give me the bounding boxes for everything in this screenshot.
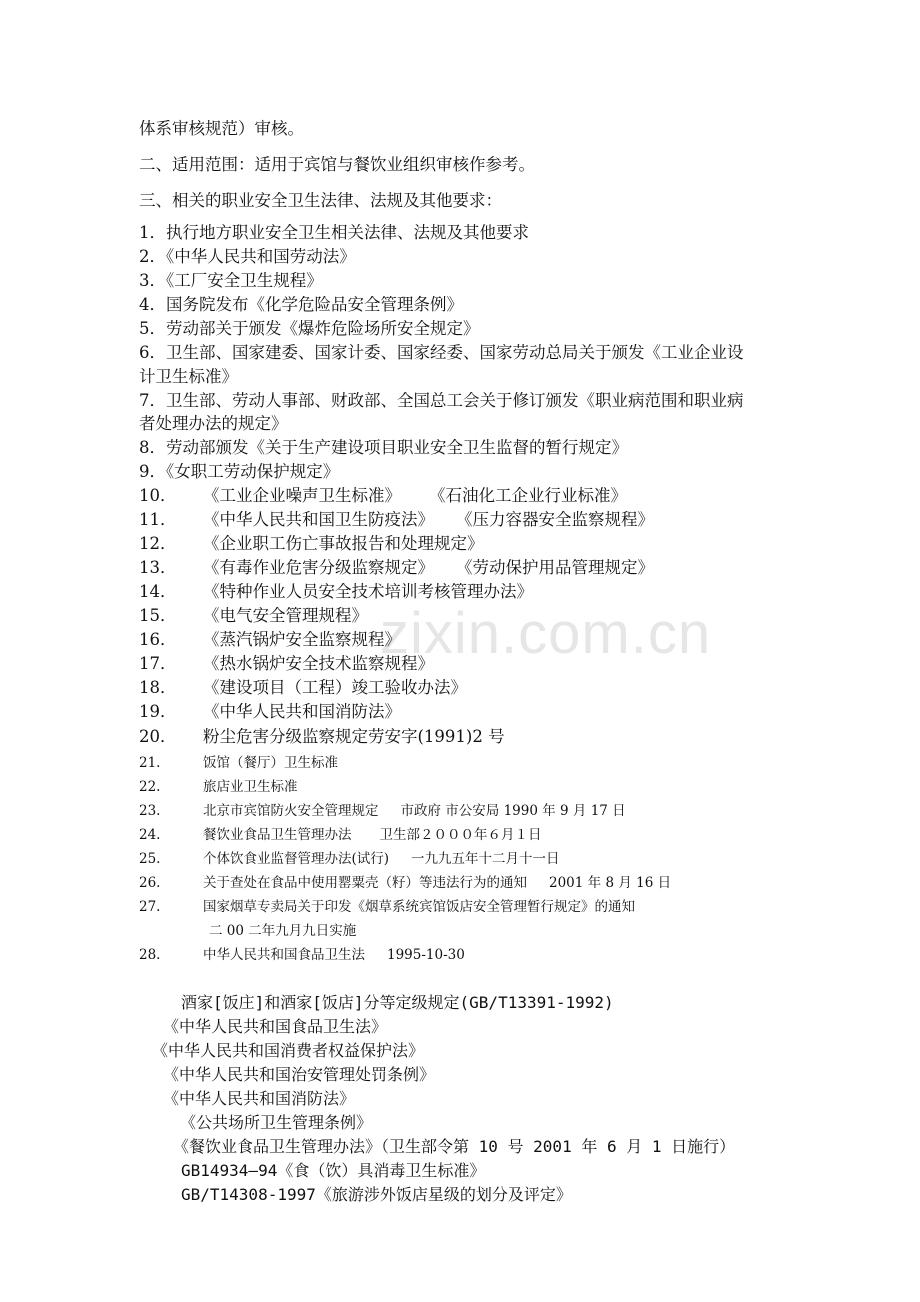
item-text: 《中华人民共和国卫生防疫法》	[203, 510, 434, 529]
list-item	[139, 534, 484, 554]
list-item	[139, 873, 672, 893]
item-number: 4．	[139, 295, 166, 314]
item-number: 8．	[139, 438, 166, 457]
item-number: 7．	[139, 391, 166, 410]
item-text-secondary: 市政府 市公安局 1990 年 9 月 17 日	[400, 803, 626, 819]
item-number: 18．	[139, 678, 177, 697]
item-number: 19．	[139, 702, 177, 721]
list-item	[139, 510, 654, 530]
item-number: 27.	[139, 899, 161, 915]
list-item	[139, 753, 338, 773]
list-item-continuation: 者处理办法的规定》	[139, 414, 288, 433]
list-item	[139, 391, 744, 411]
standard-item: GB14934—94《食（饮）具消毒卫生标准》	[181, 1161, 486, 1180]
item-number: 3．	[139, 271, 166, 290]
item-number: 20．	[139, 727, 177, 746]
list-item	[139, 343, 744, 363]
item-number: 15．	[139, 606, 177, 625]
item-text: 国家烟草专卖局关于印发《烟草系统宾馆饭店安全管理暂行规定》的通知	[203, 899, 635, 915]
list-item	[139, 825, 542, 845]
item-number: 10．	[139, 486, 177, 505]
item-text: 旅店业卫生标准	[203, 779, 298, 795]
item-text: 《蒸汽锅炉安全监察规程》	[203, 630, 401, 649]
watermark: zixin.com.cn	[380, 601, 712, 666]
item-text: 劳动部颁发《关于生产建设项目职业安全卫生监督的暂行规定》	[166, 438, 628, 457]
item-number: 12．	[139, 534, 177, 553]
list-item	[139, 606, 368, 626]
intro-paragraph-3: 三、相关的职业安全卫生法律、法规及其他要求：	[139, 191, 502, 210]
item-text-secondary: 2001 年 8 月 16 日	[549, 875, 672, 891]
item-text: 《中华人民共和国劳动法》	[166, 247, 356, 266]
item-number: 13．	[139, 558, 177, 577]
item-number: 16．	[139, 630, 177, 649]
item-text: 《电气安全管理规程》	[203, 606, 368, 625]
list-item	[139, 271, 323, 291]
item-number: 11．	[139, 510, 177, 529]
list-item	[139, 945, 465, 965]
item-text-secondary: 卫生部２０００年６月１日	[379, 827, 542, 843]
list-item	[139, 777, 298, 797]
list-item	[139, 654, 434, 674]
standard-item: 《中华人民共和国消费者权益保护法》	[152, 1041, 425, 1060]
item-text-secondary: 一九九五年十二月十一日	[411, 851, 560, 867]
item-text-secondary: 《石油化工企业行业标准》	[429, 486, 627, 505]
list-item	[139, 702, 401, 722]
list-item	[139, 295, 463, 315]
item-number: 6．	[139, 343, 166, 362]
item-text: 《工业企业噪声卫生标准》	[203, 486, 401, 505]
standard-item: 《中华人民共和国食品卫生法》	[163, 1017, 388, 1036]
item-number: 17．	[139, 654, 177, 673]
standard-item: GB/T14308-1997《旅游涉外饭店星级的划分及评定》	[181, 1185, 572, 1204]
list-item	[139, 849, 560, 869]
item-text: 劳动部关于颁发《爆炸危险场所安全规定》	[166, 319, 480, 338]
item-text: 饭馆（餐厅）卫生标准	[203, 755, 338, 771]
item-number: 5．	[139, 319, 166, 338]
item-text: 关于查处在食品中使用罂粟壳（籽）等违法行为的通知	[203, 875, 527, 891]
list-item	[139, 801, 626, 821]
item-text: 餐饮业食品卫生管理办法	[203, 827, 352, 843]
standard-item: 《公共场所卫生管理条例》	[180, 1113, 373, 1132]
item-text: 中华人民共和国食品卫生法	[203, 947, 365, 963]
standard-item: 《中华人民共和国消防法》	[163, 1089, 356, 1108]
item-text: 国务院发布《化学危险品安全管理条例》	[166, 295, 463, 314]
item-text: 《建设项目（工程）竣工验收办法》	[203, 678, 467, 697]
item-number: 24.	[139, 827, 161, 843]
item-text: 二 00 二年九月九日实施	[209, 923, 357, 939]
list-item	[139, 486, 627, 506]
list-item	[139, 558, 654, 578]
standard-item: 《中华人民共和国治安管理处罚条例》	[163, 1065, 436, 1084]
item-text: 《特种作业人员安全技术培训考核管理办法》	[203, 582, 533, 601]
item-number: 26.	[139, 875, 161, 891]
standard-item: 《餐饮业食品卫生管理办法》（卫生部令第 10 号 2001 年 6 月 1 日施行）	[173, 1137, 736, 1156]
list-item	[139, 897, 635, 917]
item-text: 《热水锅炉安全技术监察规程》	[203, 654, 434, 673]
item-text: 《企业职工伤亡事故报告和处理规定》	[203, 534, 484, 553]
item-number: 2．	[139, 247, 166, 266]
list-item	[139, 247, 356, 267]
item-number: 9．	[139, 462, 166, 481]
list-item	[139, 319, 480, 339]
item-number: 25.	[139, 851, 161, 867]
item-text-secondary: 1995-10-30	[387, 947, 465, 963]
item-text: 执行地方职业安全卫生相关法律、法规及其他要求	[166, 223, 529, 242]
item-text: 《有毒作业危害分级监察规定》	[203, 558, 434, 577]
list-item-continuation: 计卫生标准》	[139, 367, 238, 386]
list-item	[139, 630, 401, 650]
item-text: 《女职工劳动保护规定》	[166, 462, 340, 481]
list-item	[139, 727, 505, 747]
item-text: 北京市宾馆防火安全管理规定	[203, 803, 379, 819]
item-number: 23.	[139, 803, 161, 819]
item-text-secondary: 《劳动保护用品管理规定》	[456, 558, 654, 577]
list-item	[139, 582, 533, 602]
item-text: 《工厂安全卫生规程》	[166, 271, 323, 290]
item-number: 1．	[139, 223, 166, 242]
list-item	[139, 462, 339, 482]
item-number: 22.	[139, 779, 161, 795]
item-text: 粉尘危害分级监察规定劳安字(1991)2 号	[203, 727, 505, 746]
intro-paragraph-1: 体系审核规范）审核。	[139, 119, 304, 138]
item-number: 21.	[139, 755, 161, 771]
item-text: 《中华人民共和国消防法》	[203, 702, 401, 721]
item-text: 卫生部、国家建委、国家计委、国家经委、国家劳动总局关于颁发《工业企业设	[166, 343, 744, 362]
list-item	[139, 223, 529, 243]
item-text: 卫生部、劳动人事部、财政部、全国总工会关于修订颁发《职业病范围和职业病	[166, 391, 744, 410]
list-item	[139, 678, 467, 698]
intro-paragraph-2: 二、适用范围：适用于宾馆与餐饮业组织审核作参考。	[139, 155, 535, 174]
item-text: 个体饮食业监督管理办法(试行)	[203, 851, 390, 867]
item-text-secondary: 《压力容器安全监察规程》	[456, 510, 654, 529]
item-number: 14．	[139, 582, 177, 601]
standard-item: 酒家[饭庄]和酒家[饭店]分等定级规定(GB/T13391-1992)	[181, 993, 614, 1012]
item-number: 28.	[139, 947, 161, 963]
list-item	[139, 438, 628, 458]
